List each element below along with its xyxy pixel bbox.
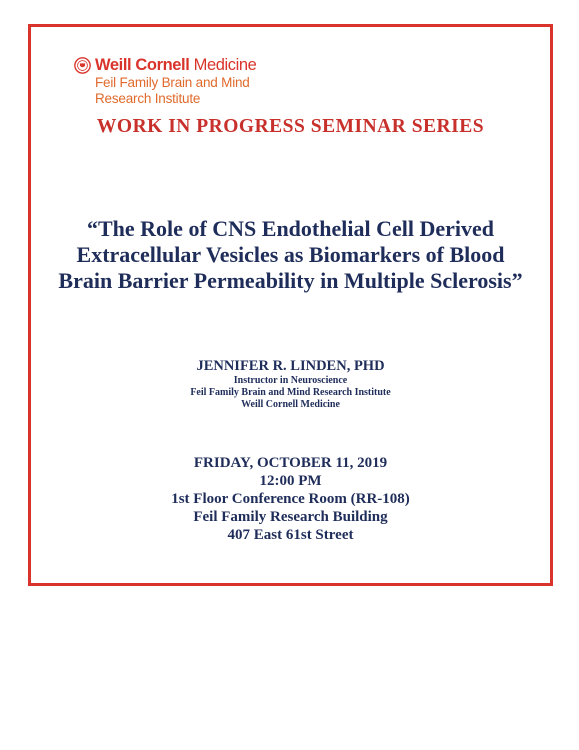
- event-building: Feil Family Research Building: [193, 509, 388, 525]
- talk-title-line: Extracellular Vesicles as Biomarkers of Blood: [76, 242, 505, 267]
- speaker-affiliation: Feil Family Brain and Mind Research Institute: [190, 387, 391, 398]
- talk-title-line: Brain Barrier Permeability in Multiple Sclerosis”: [58, 268, 523, 293]
- talk-title-line: “The Role of CNS Endothelial Cell Derived: [87, 216, 494, 241]
- talk-title: [28, 216, 553, 294]
- speaker-affiliation: Weill Cornell Medicine: [241, 399, 340, 410]
- event-room: 1st Floor Conference Room (RR-108): [171, 491, 410, 507]
- seal-icon: [74, 57, 91, 74]
- event-date: FRIDAY, OCTOBER 11, 2019: [193, 455, 388, 471]
- event-address: 407 East 61st Street: [227, 527, 354, 543]
- logo-institute-line2: Research Institute: [95, 91, 201, 106]
- speaker-name: JENNIFER R. LINDEN, PHD: [196, 358, 385, 374]
- speaker-title: Instructor in Neuroscience: [233, 375, 348, 386]
- logo-name-part1: Weill Cornell: [95, 56, 194, 74]
- logo-wordmark: [95, 55, 256, 75]
- series-title: WORK IN PROGRESS SEMINAR SERIES: [96, 116, 485, 137]
- logo-name-part2: Medicine: [193, 56, 257, 74]
- logo-institute-line1: Feil Family Brain and Mind: [95, 75, 250, 90]
- event-time: 12:00 PM: [259, 473, 322, 489]
